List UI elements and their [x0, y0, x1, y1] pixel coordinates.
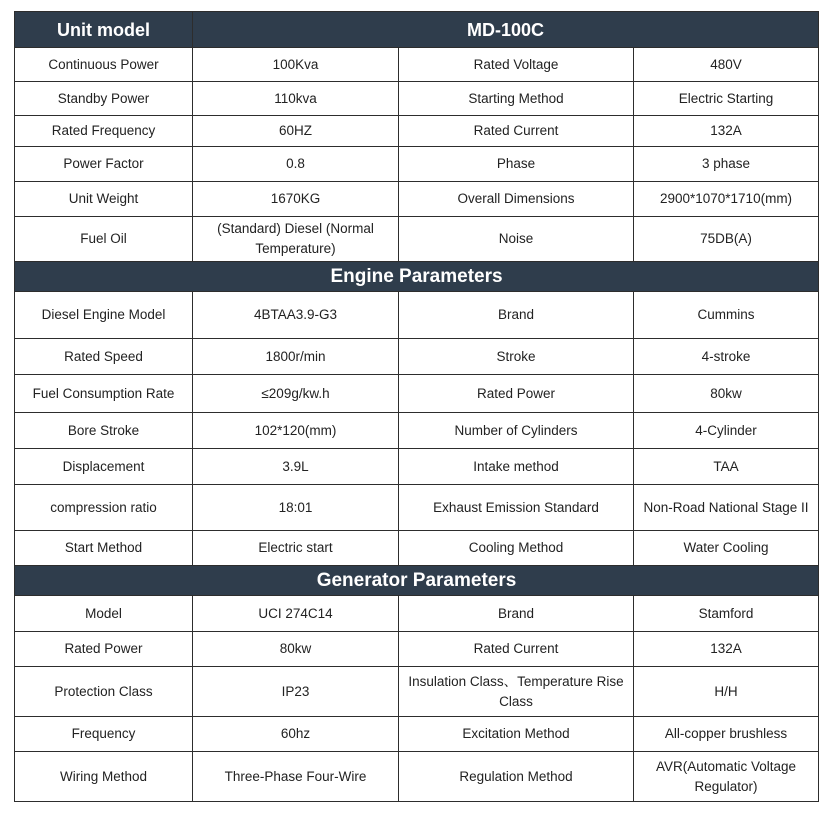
- param-value-cell: 75DB(A): [634, 217, 819, 262]
- param-label-cell: Rated Power: [15, 632, 193, 667]
- table-row: [15, 632, 819, 667]
- param-label-cell: Rated Frequency: [15, 116, 193, 147]
- table-row: [15, 485, 819, 531]
- table-row: [15, 413, 819, 449]
- param-value-cell: IP23: [193, 667, 399, 717]
- param-value-cell: 1670KG: [193, 182, 399, 217]
- param-label-cell: Frequency: [15, 717, 193, 752]
- unit-model-label: Unit model: [15, 12, 193, 48]
- param-value-cell: TAA: [634, 449, 819, 485]
- param-value-cell: 3 phase: [634, 147, 819, 182]
- param-value-cell: Electric Starting: [634, 82, 819, 116]
- table-row: [15, 596, 819, 632]
- param-label-cell: Insulation Class、Temperature Rise Class: [399, 667, 634, 717]
- param-value-cell: Water Cooling: [634, 531, 819, 566]
- param-label-cell: Continuous Power: [15, 48, 193, 82]
- param-label-cell: Number of Cylinders: [399, 413, 634, 449]
- param-label-cell: Power Factor: [15, 147, 193, 182]
- param-label-cell: Fuel Oil: [15, 217, 193, 262]
- param-label-cell: Rated Current: [399, 632, 634, 667]
- table-row: [15, 375, 819, 413]
- param-value-cell: 60hz: [193, 717, 399, 752]
- param-label-cell: Start Method: [15, 531, 193, 566]
- table-row: [15, 449, 819, 485]
- param-value-cell: Non-Road National Stage II: [634, 485, 819, 531]
- unit-model-value: MD-100C: [193, 12, 819, 48]
- param-label-cell: Standby Power: [15, 82, 193, 116]
- param-value-cell: AVR(Automatic Voltage Regulator): [634, 752, 819, 802]
- param-value-cell: 110kva: [193, 82, 399, 116]
- param-value-cell: 132A: [634, 632, 819, 667]
- param-label-cell: Rated Power: [399, 375, 634, 413]
- param-value-cell: Cummins: [634, 292, 819, 339]
- param-value-cell: 4-stroke: [634, 339, 819, 375]
- param-label-cell: Rated Current: [399, 116, 634, 147]
- generator-parameters-title-row: [15, 566, 819, 596]
- param-value-cell: 60HZ: [193, 116, 399, 147]
- param-label-cell: Phase: [399, 147, 634, 182]
- param-label-cell: compression ratio: [15, 485, 193, 531]
- param-value-cell: H/H: [634, 667, 819, 717]
- param-value-cell: 0.8: [193, 147, 399, 182]
- table-row: [15, 182, 819, 217]
- param-label-cell: Brand: [399, 596, 634, 632]
- param-label-cell: Fuel Consumption Rate: [15, 375, 193, 413]
- param-value-cell: 100Kva: [193, 48, 399, 82]
- param-value-cell: 3.9L: [193, 449, 399, 485]
- generator-parameters-title: Generator Parameters: [15, 566, 819, 596]
- param-label-cell: Displacement: [15, 449, 193, 485]
- table-row: [15, 147, 819, 182]
- param-value-cell: Three-Phase Four-Wire: [193, 752, 399, 802]
- param-label-cell: Intake method: [399, 449, 634, 485]
- param-label-cell: Wiring Method: [15, 752, 193, 802]
- unit-model-header-row: [15, 12, 819, 48]
- engine-parameters-title-row: [15, 262, 819, 292]
- param-label-cell: Excitation Method: [399, 717, 634, 752]
- param-label-cell: Regulation Method: [399, 752, 634, 802]
- param-value-cell: 80kw: [634, 375, 819, 413]
- table-row: [15, 667, 819, 717]
- param-value-cell: 1800r/min: [193, 339, 399, 375]
- param-value-cell: 480V: [634, 48, 819, 82]
- param-label-cell: Brand: [399, 292, 634, 339]
- param-value-cell: 80kw: [193, 632, 399, 667]
- table-row: [15, 48, 819, 82]
- param-value-cell: Stamford: [634, 596, 819, 632]
- table-row: [15, 217, 819, 262]
- param-value-cell: (Standard) Diesel (Normal Temperature): [193, 217, 399, 262]
- table-row: [15, 531, 819, 566]
- table-row: [15, 292, 819, 339]
- table-row: [15, 717, 819, 752]
- table-row: [15, 82, 819, 116]
- param-label-cell: Diesel Engine Model: [15, 292, 193, 339]
- param-label-cell: Cooling Method: [399, 531, 634, 566]
- table-row: [15, 339, 819, 375]
- param-value-cell: 4-Cylinder: [634, 413, 819, 449]
- param-label-cell: Protection Class: [15, 667, 193, 717]
- param-label-cell: Starting Method: [399, 82, 634, 116]
- param-value-cell: 4BTAA3.9-G3: [193, 292, 399, 339]
- param-label-cell: Bore Stroke: [15, 413, 193, 449]
- spec-table: [14, 11, 819, 802]
- engine-parameters-title: Engine Parameters: [15, 262, 819, 292]
- param-value-cell: ≤209g/kw.h: [193, 375, 399, 413]
- param-label-cell: Model: [15, 596, 193, 632]
- param-label-cell: Noise: [399, 217, 634, 262]
- param-label-cell: Unit Weight: [15, 182, 193, 217]
- param-label-cell: Rated Speed: [15, 339, 193, 375]
- param-value-cell: All-copper brushless: [634, 717, 819, 752]
- param-value-cell: 132A: [634, 116, 819, 147]
- param-value-cell: UCI 274C14: [193, 596, 399, 632]
- param-label-cell: Overall Dimensions: [399, 182, 634, 217]
- param-label-cell: Rated Voltage: [399, 48, 634, 82]
- param-label-cell: Exhaust Emission Standard: [399, 485, 634, 531]
- spec-table-body: [15, 12, 819, 802]
- table-row: [15, 752, 819, 802]
- param-value-cell: 102*120(mm): [193, 413, 399, 449]
- param-value-cell: 18:01: [193, 485, 399, 531]
- param-value-cell: Electric start: [193, 531, 399, 566]
- param-value-cell: 2900*1070*1710(mm): [634, 182, 819, 217]
- table-row: [15, 116, 819, 147]
- param-label-cell: Stroke: [399, 339, 634, 375]
